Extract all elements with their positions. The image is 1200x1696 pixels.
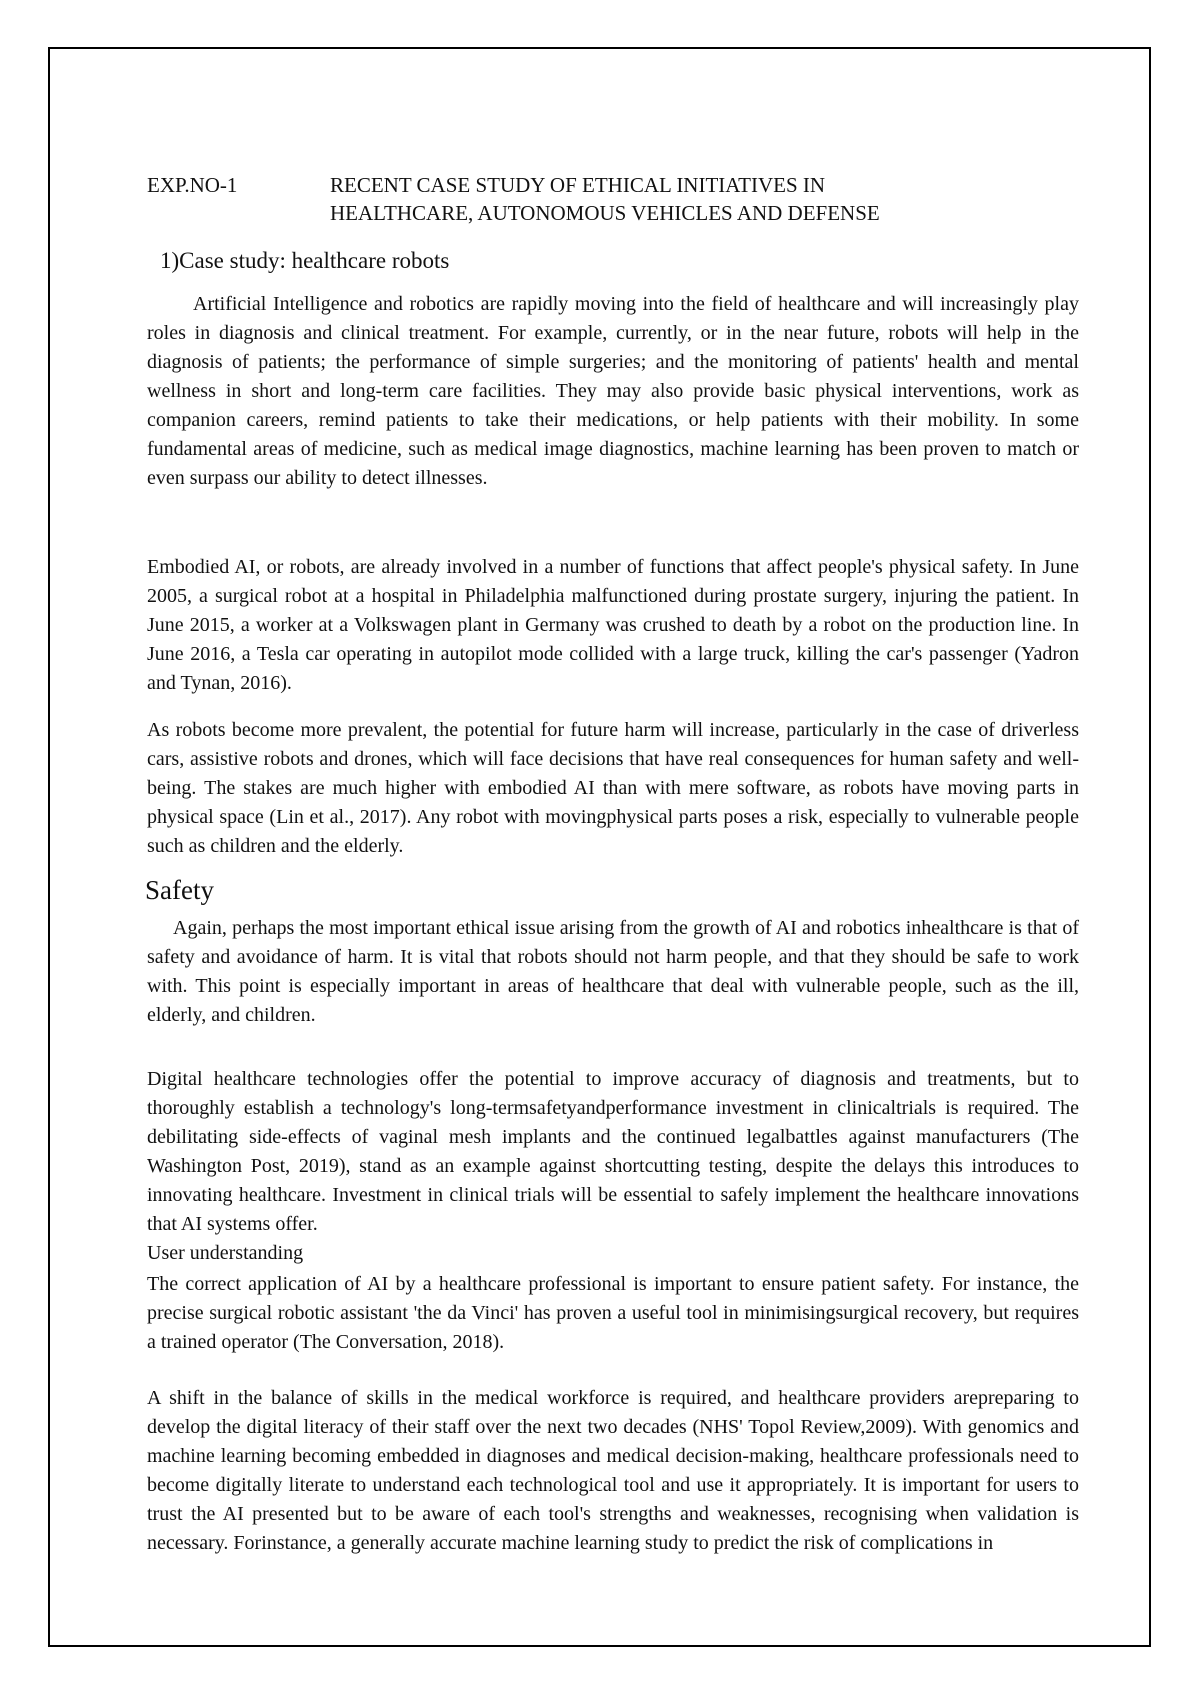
case-study-paragraph-1: Artificial Intelligence and robotics are rapidly moving into the field of healthcare and will increasingly play roles in diagnosis and clinical treatment. For example, currently, or in the near future, robots will help in the diagnosis of patients; the performance of simple surgeries; and the monitoring of patients' health and mental wellness in short and long-term care facilities. They may also provide basic physical interventions, work as companion careers, remind patients to take their medications, or help patients with their mobility. In some fundamental areas of medicine, such as medical image diagnostics, machine learning has been proven to match or even surpass our ability to detect illnesses. <box>147 293 1079 489</box>
experiment-number: EXP.NO-1 <box>147 173 238 197</box>
case-study-paragraph-3: As robots become more prevalent, the potential for future harm will increase, particularly in the case of driverless cars, assistive robots and drones, which will face decisions that have real consequences for human safety and well-being. The stakes are much higher with embodied AI than with mere software, as robots have moving parts in physical space (Lin et al., 2017). Any robot with movingphysical parts poses a risk, especially to vulnerable people such as children and the elderly. <box>147 719 1079 857</box>
user-paragraph-2-block <box>147 1384 1079 1558</box>
case-study-paragraph-3-block <box>147 716 1079 861</box>
case-study-paragraph-2-block <box>147 553 1079 698</box>
user-paragraph-1: The correct application of AI by a healthcare professional is important to ensure patient safety. For instance, the precise surgical robotic assistant 'the da Vinci' has proven a useful tool in minimisingsurgical recovery, but requires a trained operator (The Conversation, 2018). <box>147 1273 1079 1353</box>
safety-paragraph-1-block <box>147 914 1079 1030</box>
case-study-paragraph-2: Embodied AI, or robots, are already involved in a number of functions that affect people's physical safety. In June 2005, a surgical robot at a hospital in Philadelphia malfunctioned during prostate surgery, injuring the patient. In June 2015, a worker at a Volkswagen plant in Germany was crushed to death by a robot on the production line. In June 2016, a Tesla car operating in autopilot mode collided with a large truck, killing the car's passenger (Yadron and Tynan, 2016). <box>147 556 1079 694</box>
case-study-paragraph-1-block <box>147 290 1079 493</box>
safety-paragraph-1: Again, perhaps the most important ethical issue arising from the growth of AI and robotics inhealthcare is that of safety and avoidance of harm. It is vital that robots should not harm people, and that they should be safe to work with. This point is especially important in areas of healthcare that deal with vulnerable people, such as the ill, elderly, and children. <box>147 917 1079 1026</box>
user-paragraph-1-block <box>147 1270 1079 1357</box>
document-title <box>330 171 1090 227</box>
user-paragraph-2: A shift in the balance of skills in the medical workforce is required, and healthcare providers arepreparing to develop the digital literacy of their staff over the next two decades (NHS' Topol Review,2009). With genomics and machine learning becoming embedded in diagnoses and medical decision-making, healthcare professionals need to become digitally literate to understand each technological tool and use it appropriately. It is important for users to trust the AI presented but to be aware of each tool's strengths and weaknesses, recognising when validation is necessary. Forinstance, a generally accurate machine learning study to predict the risk of complications in <box>147 1387 1079 1554</box>
user-understanding-heading: User understanding <box>147 1242 304 1264</box>
case-study-heading: 1)Case study: healthcare robots <box>160 248 450 273</box>
safety-paragraph-2-block <box>147 1065 1079 1239</box>
title-line-2: HEALTHCARE, AUTONOMOUS VEHICLES AND DEFENSE <box>330 201 880 225</box>
title-line-1: RECENT CASE STUDY OF ETHICAL INITIATIVES IN <box>330 173 826 197</box>
safety-heading: Safety <box>145 875 214 905</box>
safety-paragraph-2: Digital healthcare technologies offer the potential to improve accuracy of diagnosis and treatments, but to thoroughly establish a technology's long-termsafetyandperformance investment in clinicaltrials is required. The debilitating side-effects of vaginal mesh implants and the continued legalbattles against manufacturers (The Washington Post, 2019), stand as an example against shortcutting testing, despite the delays this introduces to innovating healthcare. Investment in clinical trials will be essential to safely implement the healthcare innovations that AI systems offer. <box>147 1068 1079 1235</box>
